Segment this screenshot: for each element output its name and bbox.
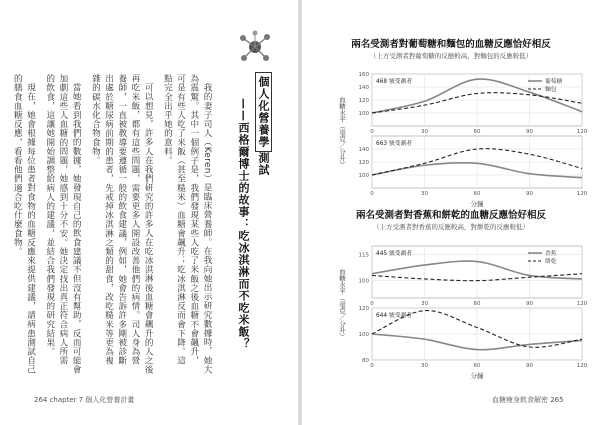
chart2-title: 兩名受測者對香蕉和餅乾的血糖反應恰好相反	[355, 210, 546, 221]
x-tick-label: 60	[473, 129, 481, 135]
y-axis-label: 血糖水平（毫克／分升）	[338, 96, 346, 168]
x-tick-label: 60	[473, 191, 481, 197]
y-tick-label: 120	[358, 98, 369, 104]
subject-annotation: 644 號受測者	[376, 313, 413, 319]
chart2	[302, 232, 600, 382]
x-tick-label: 60	[473, 301, 481, 307]
x-tick-label: 30	[421, 363, 428, 369]
x-tick-label: 0	[370, 191, 374, 197]
network-logo-icon	[238, 30, 272, 64]
paragraph: 現在，她會根據每位患者對食物的血糖反應來提供建議，請病患測試自己的膳食血糖反應，看看他們適合吃什麼食物。	[12, 74, 36, 374]
right-footer: 血糖瘦身飲食解密 265	[492, 396, 564, 404]
right-page	[302, 0, 600, 425]
x-tick-label: 120	[576, 191, 588, 197]
section-heading-suffix: 測試	[257, 152, 270, 176]
paragraph: 可以想見，許多人在我們研究的許多人在吃冰淇淋後血糖會飆升的人之後再吃米飯，都有這些問題，需要更多人開設改善他們的病情。司人身為營養師，一直被教導要遵循一般的飲食建議，例如，她會告訴許多剛被診斷出處於糖尿病前期的患者，先戒掉冰淇淋之類的甜食，改吃糙米等更為複雜的碳水化合物食物。	[90, 74, 154, 374]
subject-annotation: 468 號受測者	[376, 79, 413, 85]
y-axis-label: 血糖水平（毫克／分升）	[338, 268, 346, 340]
x-axis-label: 分鐘	[470, 372, 484, 380]
y-tick-label: 100	[358, 111, 369, 117]
chart1-title: 兩名受測者對葡萄糖和麵包的血糖反應恰好相反	[351, 39, 551, 50]
y-tick-label: 140	[358, 147, 369, 153]
y-tick-label: 140	[358, 85, 369, 91]
y-tick-label: 100	[358, 278, 369, 285]
x-tick-label: 120	[576, 301, 588, 307]
paragraph: 當她看到我們的數據，她發現自己的飲食建議不但沒有幫助，反而可能會加劇這些人血糖的問題，她感到十分不安。她決定找出真正符合病人所需的飲食，這讓她開始調整給病人的建議，並結合我們發現的研究結果。	[44, 74, 82, 374]
x-tick-label: 60	[473, 363, 481, 369]
x-tick-label: 30	[421, 191, 428, 197]
legend-label: 麵包	[545, 87, 557, 93]
x-tick-label: 90	[526, 301, 533, 307]
legend-label: 餅乾	[545, 259, 557, 265]
y-tick-label: 115	[358, 252, 369, 259]
y-tick-label: 80	[362, 358, 369, 364]
x-tick-label: 120	[576, 129, 588, 135]
y-tick-label: 100	[358, 332, 369, 338]
y-tick-label: 120	[358, 160, 369, 166]
body-text	[12, 74, 213, 374]
y-tick-label: 100	[358, 173, 369, 179]
x-tick-label: 0	[370, 301, 374, 307]
x-tick-label: 0	[370, 129, 374, 135]
left-footer: 264 chapter 7 個人化營養計畫	[34, 396, 135, 404]
x-tick-label: 0	[370, 363, 374, 369]
paragraph: 我的妻子司人（Keren）是臨床營養師。在我向她出示研究數據時，她大為震驚。其中一個例子是，我們發現某些人吃了米飯之後血糖不會飆升，可是有些人吃了米飯（甚至糙米）血糖會飆升；吃冰淇淋反而會下降。這點完全出乎她的意料。	[162, 74, 212, 374]
section-subtitle: ——西格爾博士的故事：吃冰淇淋而不吃米飯？	[237, 98, 250, 350]
y-tick-label: 160	[358, 72, 369, 78]
x-tick-label: 90	[526, 129, 533, 135]
x-axis-label: 分鐘	[470, 200, 484, 208]
x-tick-label: 30	[421, 129, 428, 135]
section-heading	[255, 72, 271, 176]
y-tick-label: 120	[358, 306, 369, 312]
legend-label: 香蕉	[545, 251, 557, 257]
chart1-subtitle: （上方受測者對葡萄糖的反應較高，對麵包的反應較低）	[369, 52, 533, 60]
subject-annotation: 663 號受測者	[376, 141, 413, 147]
legend-label: 葡萄糖	[545, 79, 563, 85]
left-page	[0, 0, 298, 425]
chart2-subtitle: （上方受測者對香蕉的反應較高，對餅乾的反應較低）	[373, 223, 529, 231]
subject-annotation: 445 號受測者	[376, 251, 413, 257]
x-tick-label: 30	[421, 301, 428, 307]
chart1	[302, 60, 600, 210]
x-tick-label: 90	[526, 191, 533, 197]
x-tick-label: 90	[526, 363, 533, 369]
section-heading-label: 個人化營養學	[255, 72, 272, 152]
x-tick-label: 120	[576, 363, 588, 369]
